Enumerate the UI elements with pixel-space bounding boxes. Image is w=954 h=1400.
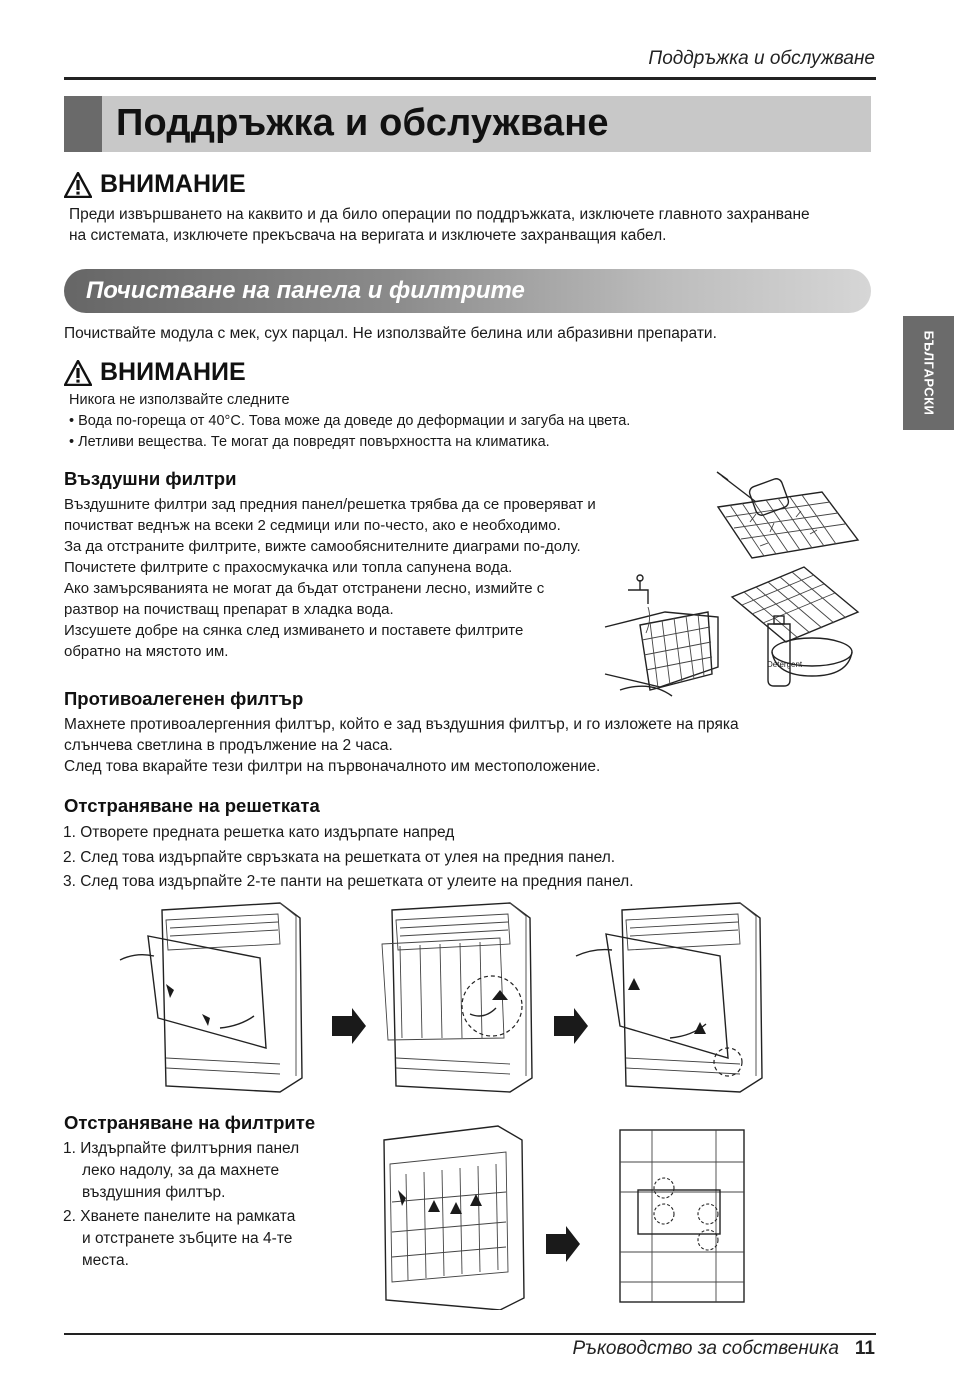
step-line: и отстранете зъбците на 4-те (82, 1230, 293, 1247)
text-line: почистват веднъж на всеки 2 седмици или по-често, ако е необходимо. (64, 517, 561, 534)
caution-line: Преди извършването на каквито и да било операции по поддръжката, изключете главното захранване (69, 206, 810, 223)
air-filters-heading: Въздушни филтри (64, 468, 237, 489)
next-arrow-icon (332, 1008, 366, 1044)
step-line: 2. Хванете панелите на рамката (63, 1208, 296, 1225)
caution-lead: Никога не използвайте следните (69, 392, 290, 408)
language-tab (903, 316, 954, 430)
text-line: За да отстраните филтрите, вижте самообяснителните диаграми по-долу. (64, 538, 581, 555)
filter-frame-detail-drawing (620, 1130, 744, 1302)
diagram-step-2 (382, 903, 532, 1092)
filter-panel-drawing (384, 1126, 524, 1310)
diagram-step-1 (120, 903, 302, 1092)
diagram-step-3 (576, 903, 762, 1092)
next-arrow-icon (554, 1008, 588, 1044)
text-line: Изсушете добре на сянка след измиването и поставете филтрите (64, 622, 524, 639)
caution-text-2 (69, 390, 630, 453)
warning-triangle-icon (64, 360, 92, 386)
step-line: 1. Издърпайте филтърния панел (63, 1140, 300, 1157)
page-title-band (64, 96, 871, 152)
caution-label-2: ВНИМАНИЕ (100, 358, 246, 386)
language-tab-label: БЪЛГАРСКИ (921, 330, 936, 416)
grille-steps (63, 821, 634, 895)
step-line: леко надолу, за да махнете (82, 1162, 280, 1179)
footer-manual-title: Ръководство за собственика (572, 1338, 839, 1359)
footer-rule (64, 1333, 876, 1335)
antiallergy-text (64, 714, 739, 777)
air-filters-text (64, 494, 596, 662)
caution-bullet: • Летливи вещества. Те могат да повредят повърхността на климатика. (69, 434, 550, 450)
filter-removal-step-1 (63, 1138, 299, 1204)
text-line: Почистете филтрите с прахосмукачка или топла сапунена вода. (64, 559, 513, 576)
text-line: Въздушните филтри зад предния панел/решетка трябва да се проверяват и (64, 496, 596, 513)
text-line: разтвор на почистващ препарат в хладка вода. (64, 601, 394, 618)
next-arrow-icon (546, 1226, 580, 1262)
vacuum-filter-drawing (717, 472, 858, 558)
text-line: След това вкарайте тези филтри на първоначалното им местоположение. (64, 758, 601, 775)
washing-filter-drawing (605, 575, 718, 696)
text-line: Ако замърсяванията не могат да бъдат отстранени лесно, измийте с (64, 580, 545, 597)
caution-heading-2 (64, 358, 246, 387)
detergent-filter-drawing (732, 567, 858, 686)
step-line: места. (82, 1252, 129, 1269)
detergent-label: Detergent (767, 660, 803, 669)
step-line: въздушния филтър. (82, 1184, 226, 1201)
grille-heading: Отстраняване на решетката (64, 795, 320, 816)
page-title: Поддръжка и обслужване (116, 102, 609, 144)
header-rule (64, 77, 876, 80)
caution-text-1 (69, 204, 810, 246)
antiallergy-heading: Противоалегенен филтър (64, 688, 304, 709)
title-band-accent (64, 96, 102, 152)
step-item: 2. След това издърпайте свръзката на решетката от улея на предния панел. (63, 848, 616, 866)
filter-cleaning-illustration (600, 462, 872, 732)
caution-bullet: • Вода по-гореща от 40°C. Това може да доведе до деформации и загуба на цвета. (69, 413, 631, 429)
filter-removal-step-2 (63, 1206, 295, 1272)
page-number: 11 (854, 1338, 875, 1359)
text-line: обратно на мястото им. (64, 643, 229, 660)
text-line: Махнете противоалергенния филтър, който е зад въздушния филтър, и го изложете на пряка (64, 716, 739, 733)
running-header: Поддръжка и обслужване (648, 48, 875, 69)
step-item: 1. Отворете предната решетка като издърпате напред (63, 824, 455, 841)
section-header (64, 269, 871, 313)
caution-heading-1 (64, 170, 246, 199)
filter-removal-heading: Отстраняване на филтрите (64, 1112, 316, 1133)
footer (572, 1338, 875, 1360)
filter-removal-diagrams (376, 1122, 748, 1310)
intro-text: Почиствайте модула с мек, сух парцал. Не използвайте белина или абразивни препарати. (64, 325, 717, 342)
grille-removal-diagrams (110, 898, 770, 1098)
section-title: Почистване на панела и филтрите (86, 277, 525, 304)
step-item: 3. След това издърпайте 2-те панти на решетката от улеите на предния панел. (63, 873, 634, 890)
warning-triangle-icon (64, 172, 92, 198)
caution-label-1: ВНИМАНИЕ (100, 170, 246, 198)
text-line: слънчева светлина в продължение на 2 часа. (64, 737, 393, 754)
caution-line: на системата, изключете прекъсвача на веригата и изключете захранващия кабел. (69, 227, 667, 244)
